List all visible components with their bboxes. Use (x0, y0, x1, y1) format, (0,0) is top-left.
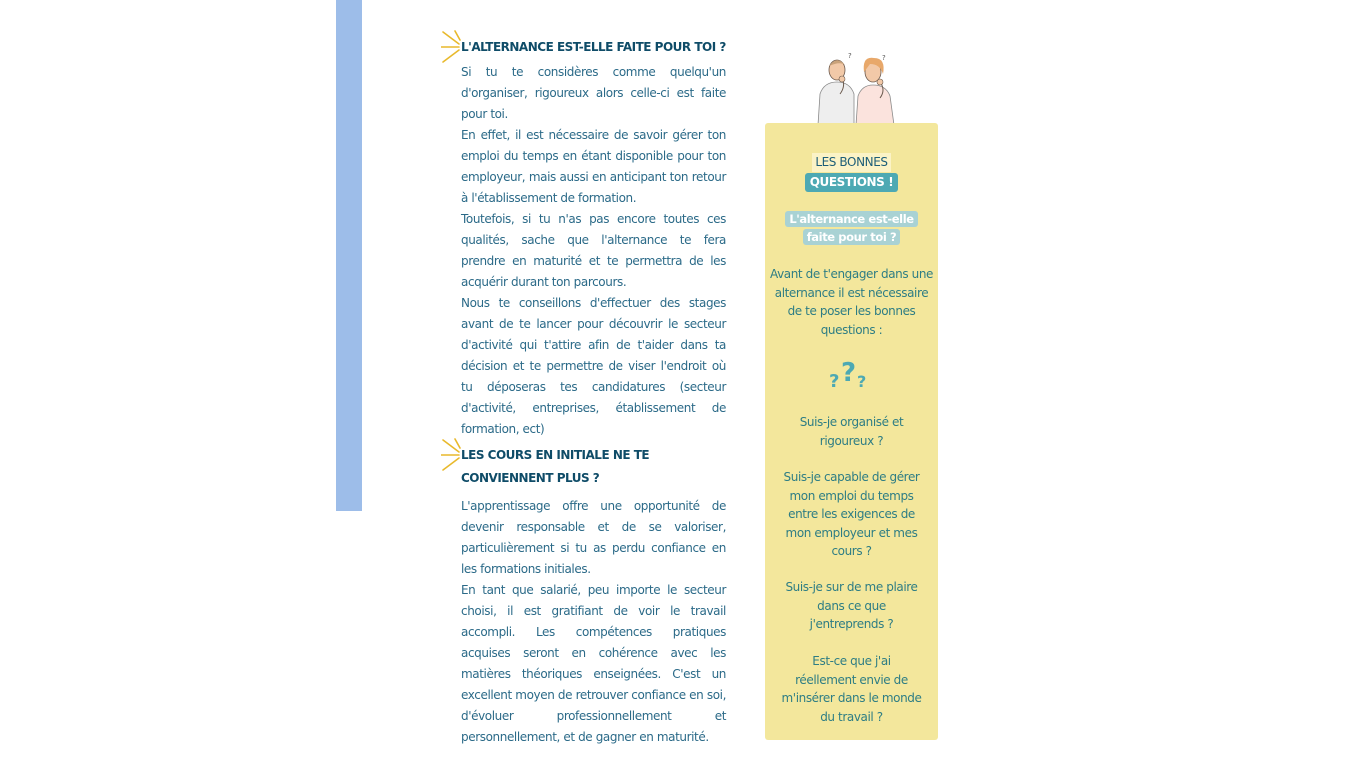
paragraph: En tant que salarié, peu importe le secteur choisi, il est gratifiant de voir le travail accompli. Les compétences pratiques acquises seront en cohérence avec les matières théoriques enseignées. C'est un excellent moyen de retrouver confiance en soi, d'évoluer professionnellement et personnellement, et de gagner en maturité. (461, 583, 726, 744)
card-highlight-question (777, 210, 926, 246)
card-question-item: Est-ce que j'ai réellement envie de m'insérer dans le monde du travail ? (781, 654, 922, 724)
card-question-item: Suis-je organisé et rigoureux ? (799, 415, 904, 448)
spark-icon (441, 438, 463, 472)
svg-text:?: ? (841, 358, 857, 388)
svg-text:?: ? (882, 54, 886, 62)
section-body-cours-initiale (461, 496, 726, 748)
card-intro-text: Avant de t'engager dans une alternance il est nécessaire de te poser les bonnes questions : (769, 267, 934, 337)
question-marks-icon (829, 357, 874, 393)
thinking-people-illustration (810, 50, 905, 125)
card-title-line2: QUESTIONS ! (805, 173, 899, 192)
svg-text:?: ? (857, 372, 867, 391)
section-heading-cours-initiale: LES COURS EN INITIALE NE TE CONVIENNENT PLUS ? (461, 448, 650, 485)
spark-icon (441, 30, 463, 64)
card-question-item: Suis-je sur de me plaire dans ce que j'entreprends ? (785, 580, 918, 631)
paragraph: Nous te conseillons d'effectuer des stages avant de te lancer pour découvrir le secteur d'activité qui t'attire afin de t'aider dans ta décision et te permettre de viser l'endroit où tu déposeras tes candidatures (secteur d'activité, entreprises, établissement de formation, ect) (461, 296, 726, 436)
paragraph: L'apprentissage offre une opportunité de devenir responsable et de se valoriser, particulièrement si tu as perdu confiance en les formations initiales. (461, 499, 726, 576)
paragraph: Toutefois, si tu n'as pas encore toutes ces qualités, sache que l'alternance te fera prendre en maturité et te permettra de les acquérir durant ton parcours. (461, 212, 726, 289)
card-title-line1: LES BONNES (812, 153, 890, 172)
highlight-question-text: L'alternance est-elle faite pour toi ? (785, 211, 917, 245)
card-title (765, 153, 938, 192)
card-question-item: Suis-je capable de gérer mon emploi du temps entre les exigences de mon employeur et mes cours ? (783, 470, 920, 558)
section-heading-alternance: L'ALTERNANCE EST-ELLE FAITE POUR TOI ? (461, 40, 726, 54)
svg-text:?: ? (829, 371, 840, 392)
side-accent-bar (336, 0, 362, 511)
paragraph: En effet, il est nécessaire de savoir gérer ton emploi du temps en étant disponible pour ton employeur, mais aussi en anticipant ton retour à l'établissement de formation. (461, 128, 726, 205)
section-body-alternance (461, 62, 726, 440)
paragraph: Si tu te considères comme quelqu'un d'organiser, rigoureux alors celle-ci est faite pour toi. (461, 65, 726, 121)
svg-text:?: ? (848, 52, 852, 60)
questions-card (765, 123, 938, 740)
